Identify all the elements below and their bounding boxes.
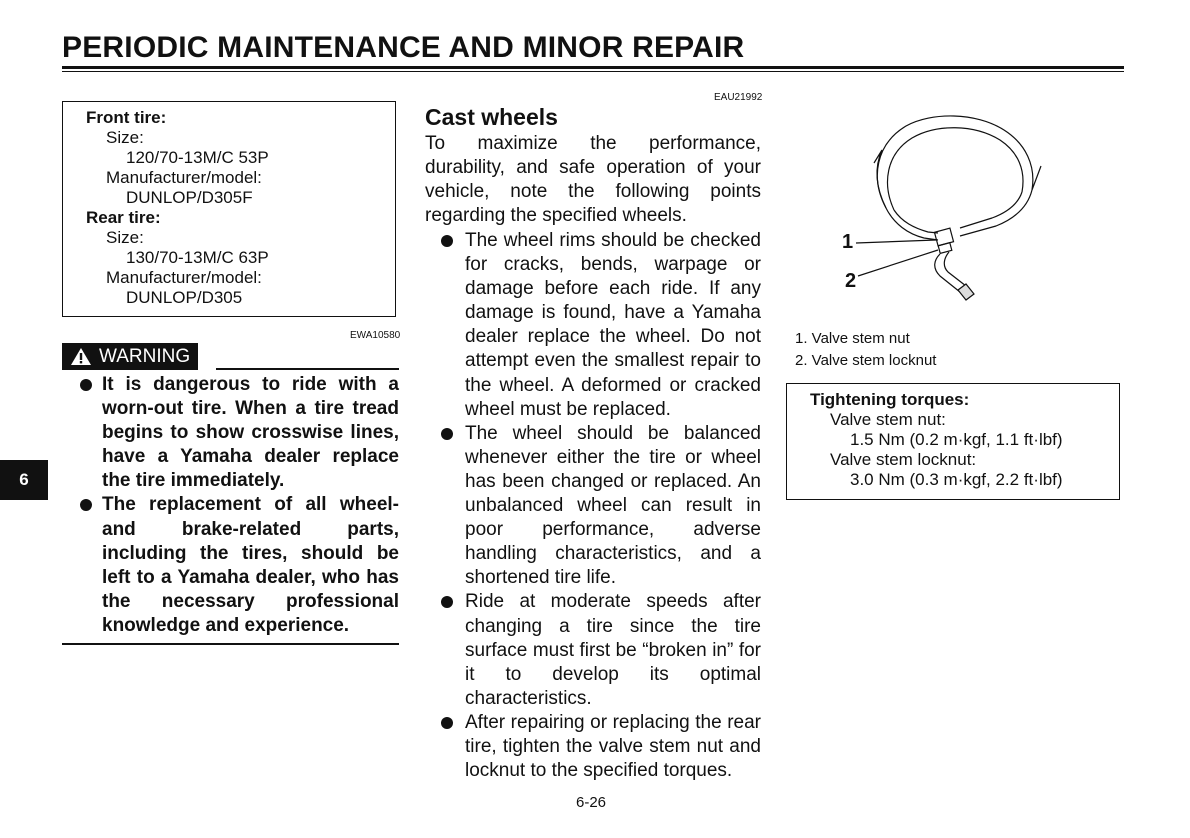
illustration-captions — [795, 328, 936, 372]
list-item — [425, 422, 761, 591]
bullet-icon — [441, 235, 453, 247]
section-title: Cast wheels — [425, 104, 558, 130]
front-model-label: Manufacturer/model: — [106, 168, 262, 187]
warning-triangle-icon — [70, 347, 92, 366]
list-item — [425, 590, 761, 710]
list-item-text: Ride at moderate speeds after changing a tire since the tire surface must first be “broken in” for it to develop its optimal characteristics. — [465, 591, 761, 709]
section-code: EAU21992 — [714, 92, 763, 103]
rear-model-label: Manufacturer/model: — [106, 268, 262, 287]
rear-size-value: 130/70-13M/C 63P — [126, 248, 269, 267]
list-item-text: After repairing or replacing the rear tire, tighten the valve stem nut and locknut to the specified torques. — [465, 711, 761, 782]
bullet-icon — [441, 596, 453, 608]
warning-item-text: It is dangerous to ride with a worn-out tire. When a tire tread begins to show crosswise lines, have a Yamaha dealer replace the tire immediately. — [102, 374, 399, 492]
warning-list — [62, 373, 399, 638]
warning-item-text: The replacement of all wheel- and brake-related parts, including the tires, should be left to a Yamaha dealer, who has the necessary professional knowledge and experience. — [102, 494, 399, 636]
warning-code: EWA10580 — [350, 330, 401, 341]
section-intro: To maximize the performance, durability, and safe operation of your vehicle, note the following points regarding the specified wheels. — [425, 133, 761, 227]
bullet-icon — [80, 499, 92, 511]
locknut-label: Valve stem locknut: — [830, 450, 977, 469]
tire-spec-box — [62, 101, 396, 317]
nut-value: 1.5 Nm (0.2 m·kgf, 1.1 ft·lbf) — [850, 430, 1063, 449]
list-item — [425, 711, 761, 783]
warning-item — [62, 493, 399, 638]
bullet-icon — [441, 428, 453, 440]
nut-label: Valve stem nut: — [830, 410, 946, 429]
wheel-points-list — [425, 229, 761, 783]
locknut-value: 3.0 Nm (0.3 m·kgf, 2.2 ft·lbf) — [850, 470, 1063, 489]
bullet-icon — [441, 717, 453, 729]
valve-stem-illustration — [836, 108, 1052, 308]
page-number: 6-26 — [576, 794, 607, 811]
wheel-rim-drawing — [836, 108, 1052, 308]
warning-label-text: WARNING — [99, 345, 191, 367]
caption-item: 1. Valve stem nut — [795, 330, 910, 347]
header-rule — [62, 66, 1124, 69]
warning-underline — [216, 368, 399, 370]
front-size-value: 120/70-13M/C 53P — [126, 148, 269, 167]
front-size-label: Size: — [106, 128, 144, 147]
rear-model-value: DUNLOP/D305 — [126, 288, 243, 307]
list-item-text: The wheel rims should be checked for cracks, bends, warpage or damage before each ride. If any damage is found, have a Yamaha dealer replace the wheel. Do not attempt even the smallest repair to the wheel. A deformed or cracked wheel must be replaced. — [465, 230, 761, 420]
warning-item — [62, 373, 399, 493]
page-title: PERIODIC MAINTENANCE AND MINOR REPAIR — [62, 31, 745, 64]
header-rule-thin — [62, 71, 1124, 72]
warning-label — [62, 343, 198, 370]
callout-1: 1 — [842, 231, 854, 253]
warning-end-rule — [62, 643, 399, 645]
front-tire-heading: Front tire: — [86, 108, 167, 127]
rear-tire-heading: Rear tire: — [86, 208, 161, 227]
rear-size-label: Size: — [106, 228, 144, 247]
callout-2: 2 — [845, 270, 857, 292]
list-item-text: The wheel should be balanced whenever either the tire or wheel has been changed or replaced. An unbalanced wheel can result in poor performance, adverse handling characteristics, and a shortened tire life. — [465, 422, 761, 589]
front-model-value: DUNLOP/D305F — [126, 188, 253, 207]
chapter-tab: 6 — [0, 460, 48, 500]
caption-item: 2. Valve stem locknut — [795, 352, 937, 369]
bullet-icon — [80, 379, 92, 391]
torque-spec-box — [786, 383, 1120, 500]
torque-heading: Tightening torques: — [810, 390, 970, 409]
list-item — [425, 229, 761, 422]
